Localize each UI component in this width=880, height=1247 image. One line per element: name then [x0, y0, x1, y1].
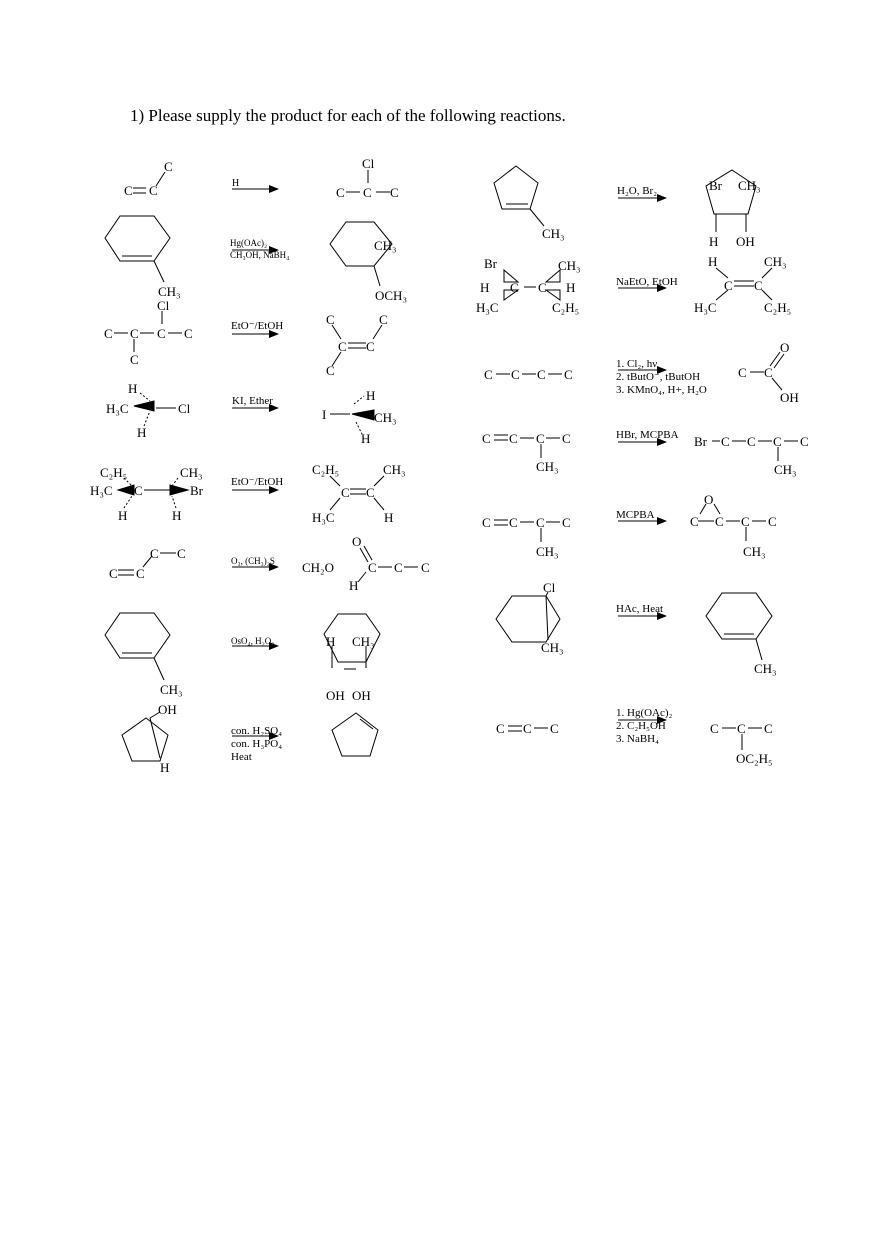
reagent-text: KI, Ether — [232, 395, 273, 407]
atom-label: CH₃ — [374, 410, 397, 425]
reagent-text: OsO₄, H₂O₂ — [231, 636, 275, 646]
atom-label: CH₃ — [764, 254, 787, 269]
atom-label: OH — [352, 688, 371, 703]
atom-label: CH₃ — [743, 544, 766, 559]
reagent-text: O₃, (CH₃)₂S — [231, 556, 275, 566]
reagent-text: MCPBA — [616, 509, 655, 521]
atom-label: C — [510, 280, 519, 295]
atom-label: Br — [694, 434, 707, 449]
atom-label: CH₃ — [774, 462, 797, 477]
atom-label: CH₃ — [536, 459, 559, 474]
atom-label: C — [738, 365, 747, 380]
atom-label: C — [394, 560, 403, 575]
atom-label: H — [326, 634, 336, 649]
atom-label: H — [566, 280, 576, 295]
atom-label: H₃C — [694, 300, 717, 315]
atom-label: H — [349, 578, 359, 593]
atom-label: C — [134, 483, 143, 498]
reagent-text: H — [232, 178, 240, 189]
atom-label: C — [550, 721, 559, 736]
reagent-text: 3. NaBH₄ — [616, 733, 659, 745]
atom-label: CH₃ — [536, 544, 559, 559]
atom-label: C — [800, 434, 809, 449]
atom-label: O — [352, 534, 362, 549]
atom-label: H — [708, 254, 718, 269]
reagent-text: H₂O, Br₂ — [617, 185, 658, 197]
atom-label: C — [721, 434, 730, 449]
atom-label: Cl — [543, 580, 556, 595]
atom-label: C — [690, 514, 699, 529]
atom-label: C — [124, 183, 133, 198]
atom-label: O — [704, 492, 714, 507]
atom-label: Br — [709, 178, 722, 193]
atom-label: Br — [190, 483, 203, 498]
atom-label: H — [709, 234, 719, 249]
atom-label: C — [363, 185, 372, 200]
atom-label: C — [773, 434, 782, 449]
atom-label: C — [338, 339, 347, 354]
atom-label: C — [368, 560, 377, 575]
atom-label: OC₂H₅ — [736, 751, 773, 766]
atom-label: Cl — [178, 401, 191, 416]
atom-label: H — [384, 510, 394, 525]
atom-label: C — [562, 515, 571, 530]
atom-label: C — [326, 363, 335, 378]
reagent-text: con. H₂SO₄ — [231, 725, 283, 737]
atom-label: C — [341, 485, 350, 500]
reaction-9 — [494, 166, 756, 232]
reagent-text: 1. Cl₂, hν — [616, 358, 658, 370]
atom-label: C — [390, 185, 399, 200]
atom-label: H — [366, 388, 376, 403]
atom-label: O — [780, 340, 790, 355]
atom-label: C — [536, 515, 545, 530]
atom-label: H — [480, 280, 490, 295]
atom-label: H₃C — [90, 483, 113, 498]
reagent-text: Hg(OAc)₂ — [230, 238, 268, 248]
atom-label: C — [509, 515, 518, 530]
reagent-text: Heat — [231, 751, 252, 763]
reagent-text: HBr, MCPBA — [616, 429, 679, 441]
atom-label: CH₃ — [352, 634, 375, 649]
atom-label: C — [366, 485, 375, 500]
atom-label: CH₃ — [558, 258, 581, 273]
atom-label: C — [509, 431, 518, 446]
atom-label: OH — [158, 702, 177, 717]
atom-label: C — [336, 185, 345, 200]
atom-label: C — [421, 560, 430, 575]
atom-label: C — [136, 566, 145, 581]
atom-label: H₃C — [476, 300, 499, 315]
atom-label: CH₃ — [541, 640, 564, 655]
atom-label: C — [130, 352, 139, 367]
reagent-text: 1. Hg(OAc)₂ — [616, 707, 673, 719]
atom-label: OH — [780, 390, 799, 405]
atom-label: C — [747, 434, 756, 449]
reagent-text: NaEtO, EtOH — [616, 276, 678, 288]
atom-label: C — [715, 514, 724, 529]
atom-label: H₃C — [312, 510, 335, 525]
atom-label: CH₃ — [542, 226, 565, 241]
atom-label: C — [150, 546, 159, 561]
atom-label: Cl — [157, 298, 170, 313]
atom-label: C — [177, 546, 186, 561]
atom-label: C — [537, 367, 546, 382]
atom-label: OCH₃ — [375, 288, 407, 303]
atom-label: H — [160, 760, 170, 775]
atom-label: C — [764, 365, 773, 380]
atom-label: CH₃ — [160, 682, 183, 697]
atom-label: C — [130, 326, 139, 341]
atom-label: H — [172, 508, 182, 523]
atom-label: OH — [326, 688, 345, 703]
atom-label: C₂H₅ — [312, 462, 340, 477]
atom-label: CH₃ — [383, 462, 406, 477]
reagent-text: EtO⁻/EtOH — [231, 320, 284, 332]
atom-label: C — [496, 721, 505, 736]
atom-label: H₃C — [106, 401, 129, 416]
atom-label: C₂H₅ — [764, 300, 792, 315]
atom-label: C — [184, 326, 193, 341]
atom-label: C — [741, 514, 750, 529]
atom-label: C — [523, 721, 532, 736]
atom-label: C — [104, 326, 113, 341]
atom-label: C — [511, 367, 520, 382]
atom-label: CH₃ — [180, 465, 203, 480]
atom-label: Br — [484, 256, 497, 271]
atom-label: OH — [736, 234, 755, 249]
atom-label: C — [754, 278, 763, 293]
atom-label: C — [326, 312, 335, 327]
atom-label: Cl — [362, 156, 375, 171]
reaction-7 — [105, 613, 380, 680]
atom-label: C — [538, 280, 547, 295]
atom-label: C — [482, 431, 491, 446]
atom-label: C — [366, 339, 375, 354]
atom-label: CH₃ — [374, 238, 397, 253]
atom-label: H — [118, 508, 128, 523]
atom-label: C — [157, 326, 166, 341]
atom-label: C — [109, 566, 118, 581]
atom-label: CH₃ — [754, 661, 777, 676]
atom-label: C₂H₅ — [552, 300, 580, 315]
atom-label: H — [137, 425, 147, 440]
reagent-text: EtO⁻/EtOH — [231, 476, 284, 488]
atom-label: C — [768, 514, 777, 529]
atom-label: C — [764, 721, 773, 736]
atom-label: C — [564, 367, 573, 382]
atom-label: C₂H₅ — [100, 465, 128, 480]
reagent-text: 3. KMnO₄, H+, H₂O — [616, 384, 707, 396]
reagent-text: 2. tButO⁻, tButOH — [616, 371, 701, 383]
atom-label: C — [562, 431, 571, 446]
reagent-text: con. H₃PO₄ — [231, 738, 283, 750]
atom-label: H — [128, 381, 138, 396]
atom-label: C — [737, 721, 746, 736]
atom-label: C — [724, 278, 733, 293]
reagent-text: HAc, Heat — [616, 603, 664, 615]
reagent-text: 2. C₂H₅OH — [616, 720, 666, 732]
atom-label: C — [484, 367, 493, 382]
atom-label: CH₃ — [738, 178, 761, 193]
atom-label: CH₃ — [158, 284, 181, 299]
atom-label: H — [361, 431, 371, 446]
reagent-text: CH₃OH, NaBH₄ — [230, 250, 290, 260]
atom-label: C — [710, 721, 719, 736]
atom-label: C — [482, 515, 491, 530]
atom-label: C — [536, 431, 545, 446]
atom-label: C — [379, 312, 388, 327]
atom-label: C — [164, 159, 173, 174]
page-title: 1) Please supply the product for each of the following reactions. — [130, 106, 566, 125]
atom-label: CH₂O — [302, 560, 334, 575]
atom-label: I — [322, 407, 327, 422]
atom-label: C — [149, 183, 158, 198]
